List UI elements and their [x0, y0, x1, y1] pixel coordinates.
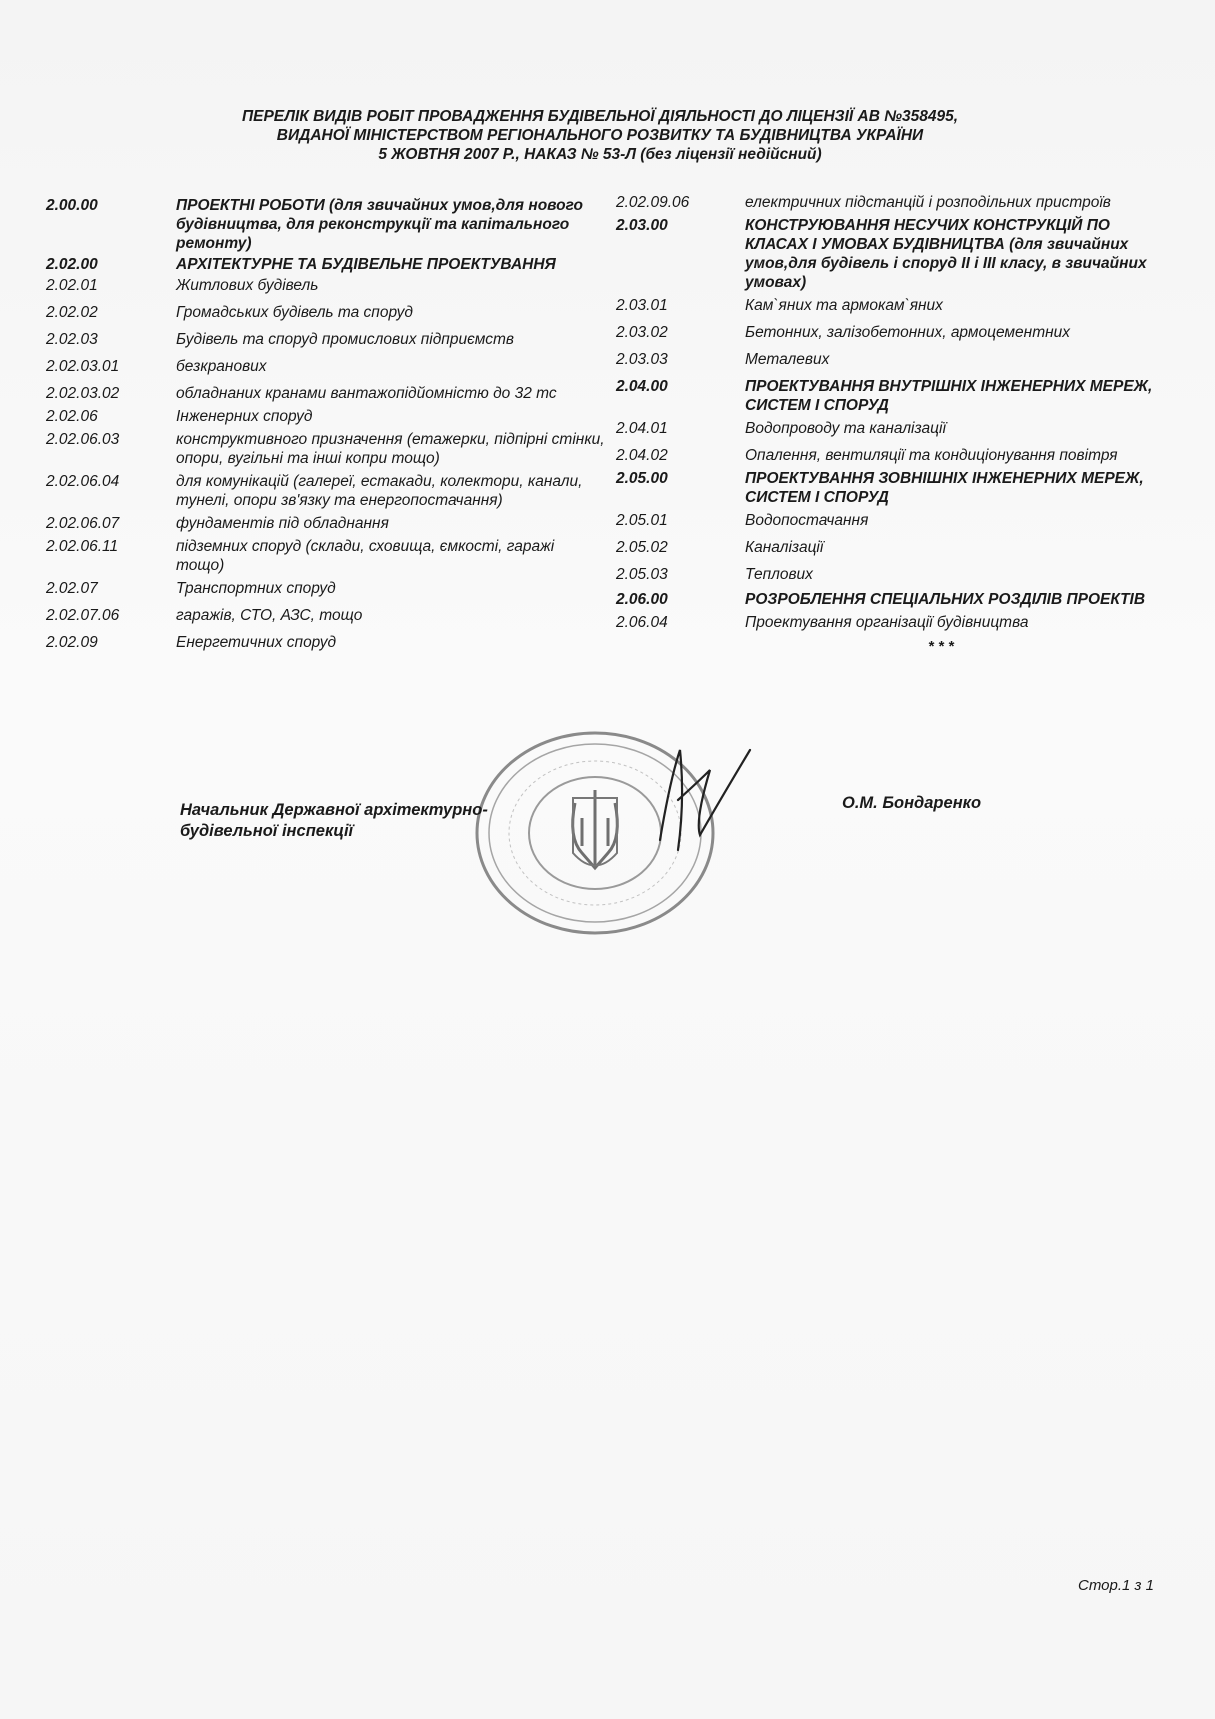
list-item: [616, 511, 1156, 530]
item-code: 2.02.06.03: [46, 431, 120, 448]
item-code: 2.03.03: [616, 351, 668, 368]
list-item: [616, 446, 1156, 465]
item-text: підземних споруд (склади, сховища, ємкості, гаражі тощо): [176, 538, 555, 574]
title-line-1: ПЕРЕЛІК ВИДІВ РОБІТ ПРОВАДЖЕННЯ БУДІВЕЛЬНОЇ ДІЯЛЬНОСТІ ДО ЛІЦЕНЗІЇ АВ №358495,: [241, 108, 958, 125]
document-title: [150, 107, 1050, 164]
item-text: Водопроводу та каналізації: [745, 420, 946, 437]
item-text: для комунікацій (галереї, естакади, колектори, канали, тунелі, опори зв'язку та енергопостачання): [176, 473, 583, 509]
item-text: Водопостачання: [745, 512, 869, 529]
list-item: [46, 276, 606, 295]
item-code: 2.02.00: [46, 256, 98, 273]
list-item: [616, 590, 1156, 609]
list-item: [616, 296, 1156, 315]
item-text: Транспортних споруд: [176, 580, 336, 597]
item-text: Кам`яних та армокам`яних: [745, 297, 943, 314]
item-text: Громадських будівель та споруд: [176, 304, 413, 321]
page-number: Стор.1 з 1: [1078, 1577, 1155, 1594]
item-text: Енергетичних споруд: [176, 634, 337, 651]
list-item: [46, 430, 606, 468]
item-code: 2.03.01: [616, 297, 668, 314]
item-code: 2.02.07.06: [46, 607, 120, 624]
list-item: [616, 565, 1156, 584]
item-text: Металевих: [745, 351, 830, 368]
item-text: Каналізації: [745, 539, 824, 556]
item-text: Інженерних споруд: [176, 408, 313, 425]
item-code: 2.02.06.07: [46, 515, 120, 532]
item-code: 2.05.01: [616, 512, 668, 529]
item-code: 2.02.03.02: [46, 385, 120, 402]
item-code: 2.02.07: [46, 580, 98, 597]
item-code: 2.02.09.06: [616, 194, 690, 211]
title-line-3: 5 ЖОВТНЯ 2007 Р., НАКАЗ № 53-Л (без ліцензії недійсний): [378, 146, 822, 163]
item-text: конструктивного призначення (етажерки, підпірні стінки, опори, вугільні та інші копри тощо): [176, 431, 605, 467]
list-item: [46, 407, 606, 426]
list-item: [616, 193, 1156, 212]
item-text: КОНСТРУЮВАННЯ НЕСУЧИХ КОНСТРУКЦІЙ ПО КЛАСАХ І УМОВАХ БУДІВНИЦТВА (для звичайних умов,для будівель і споруд ІІ і ІІІ класу, в звичайних умовах): [745, 217, 1147, 291]
item-text: Житлових будівель: [176, 277, 319, 294]
item-text: безкранових: [176, 358, 267, 375]
item-text: Проектування організації будівництва: [745, 614, 1029, 631]
item-text: ПРОЕКТНІ РОБОТИ (для звичайних умов,для нового будівництва, для реконструкції та капітального ремонту): [176, 197, 583, 252]
list-item: [46, 357, 606, 376]
item-code: 2.05.02: [616, 539, 668, 556]
item-code: 2.02.03: [46, 331, 98, 348]
item-code: 2.02.02: [46, 304, 98, 321]
list-item: [616, 419, 1156, 438]
right-column: [616, 193, 1156, 655]
item-text: Будівель та споруд промислових підприємств: [176, 331, 514, 348]
list-item: [46, 255, 606, 274]
item-code: 2.04.01: [616, 420, 668, 437]
item-code: 2.06.04: [616, 614, 668, 631]
left-column: [46, 196, 606, 658]
item-code: 2.03.00: [616, 217, 668, 234]
list-item: [616, 216, 1156, 292]
signatory-name: О.М. Бондаренко: [842, 794, 982, 812]
list-item: [616, 377, 1156, 415]
item-text: ПРОЕКТУВАННЯ ЗОВНІШНІХ ІНЖЕНЕРНИХ МЕРЕЖ, СИСТЕМ І СПОРУД: [745, 470, 1144, 506]
item-text: гаражів, СТО, АЗС, тощо: [176, 607, 363, 624]
list-item: [616, 323, 1156, 342]
item-code: 2.02.06.11: [46, 538, 119, 555]
list-item: [46, 537, 606, 575]
item-code: 2.02.01: [46, 277, 98, 294]
item-code: 2.06.00: [616, 591, 668, 608]
list-item: [46, 579, 606, 598]
handwritten-signature: [640, 740, 800, 860]
item-code: 2.02.06: [46, 408, 98, 425]
signatory-position: Начальник Державної архітектурно-будівельної інспекції: [180, 801, 488, 840]
list-item: [46, 196, 606, 253]
end-marker: * * *: [928, 638, 954, 655]
list-item: [46, 514, 606, 533]
item-code: 2.00.00: [46, 197, 98, 214]
item-code: 2.02.03.01: [46, 358, 120, 375]
item-code: 2.05.03: [616, 566, 668, 583]
title-line-2: ВИДАНОЇ МІНІСТЕРСТВОМ РЕГІОНАЛЬНОГО РОЗВИТКУ ТА БУДІВНИЦТВА УКРАЇНИ: [276, 127, 924, 144]
item-text: Опалення, вентиляції та кондиціонування повітря: [745, 447, 1118, 464]
item-text: обладнаних кранами вантажопідйомністю до 32 тс: [176, 385, 557, 402]
list-item: [46, 330, 606, 349]
item-text: Бетонних, залізобетонних, армоцементних: [745, 324, 1071, 341]
list-item: [46, 633, 606, 652]
item-text: ПРОЕКТУВАННЯ ВНУТРІШНІХ ІНЖЕНЕРНИХ МЕРЕЖ, СИСТЕМ І СПОРУД: [745, 378, 1153, 414]
list-item: [616, 538, 1156, 557]
list-item: [616, 469, 1156, 507]
list-item: [616, 350, 1156, 369]
list-item: [46, 606, 606, 625]
list-item: [46, 472, 606, 510]
item-text: Теплових: [745, 566, 813, 583]
list-item: [616, 613, 1156, 632]
item-text: фундаментів під обладнання: [176, 515, 389, 532]
item-text: АРХІТЕКТУРНЕ ТА БУДІВЕЛЬНЕ ПРОЕКТУВАННЯ: [176, 256, 556, 273]
item-code: 2.04.02: [616, 447, 668, 464]
list-item: [46, 384, 606, 403]
list-item: [46, 303, 606, 322]
item-code: 2.05.00: [616, 470, 668, 487]
item-code: 2.03.02: [616, 324, 668, 341]
item-text: електричних підстанцій і розподільних пристроїв: [745, 194, 1111, 211]
item-text: РОЗРОБЛЕННЯ СПЕЦІАЛЬНИХ РОЗДІЛІВ ПРОЕКТІВ: [745, 591, 1146, 608]
item-code: 2.02.09: [46, 634, 98, 651]
item-code: 2.04.00: [616, 378, 668, 395]
item-code: 2.02.06.04: [46, 473, 120, 490]
